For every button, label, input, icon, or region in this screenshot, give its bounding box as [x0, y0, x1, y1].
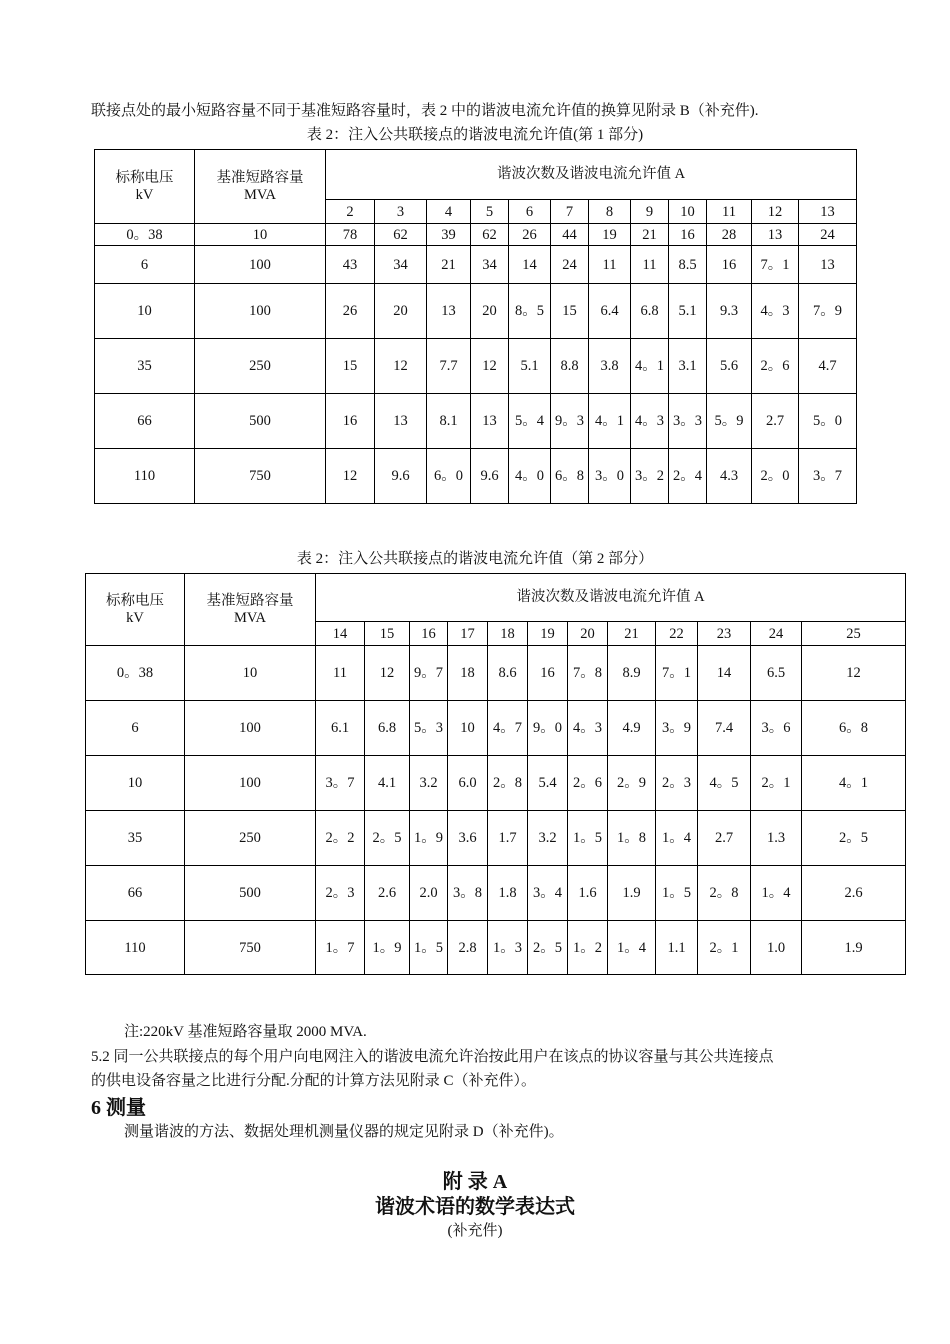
current-value-cell: 26 — [509, 224, 551, 246]
current-value-cell: 9。0 — [528, 701, 568, 756]
table-row — [95, 224, 857, 246]
current-value-cell: 5。3 — [410, 701, 448, 756]
capacity-cell: 100 — [185, 756, 316, 811]
current-value-cell: 4。1 — [802, 756, 906, 811]
current-value-cell: 8。5 — [509, 284, 551, 339]
current-value-cell: 9.3 — [707, 284, 752, 339]
current-value-cell: 26 — [326, 284, 375, 339]
current-value-cell: 3.1 — [669, 339, 707, 394]
current-value-cell: 2.7 — [752, 394, 799, 449]
harmonic-order-cell: 4 — [427, 200, 471, 224]
voltage-cell: 0。38 — [86, 646, 185, 701]
current-value-cell: 24 — [551, 246, 589, 284]
current-value-cell: 4。3 — [752, 284, 799, 339]
current-value-cell: 2。3 — [656, 756, 698, 811]
current-value-cell: 2。5 — [528, 921, 568, 975]
harmonic-table-part1 — [94, 149, 857, 504]
current-value-cell: 34 — [375, 246, 427, 284]
voltage-cell: 10 — [86, 756, 185, 811]
header-capacity: 基准短路容量 MVA — [195, 150, 326, 224]
harmonic-order-cell: 18 — [488, 622, 528, 646]
current-value-cell: 2.7 — [698, 811, 751, 866]
harmonic-order-cell: 8 — [589, 200, 631, 224]
current-value-cell: 5.1 — [669, 284, 707, 339]
current-value-cell: 20 — [375, 284, 427, 339]
current-value-cell: 2。0 — [752, 449, 799, 504]
current-value-cell: 2。4 — [669, 449, 707, 504]
current-value-cell: 4。3 — [568, 701, 608, 756]
current-value-cell: 3.6 — [448, 811, 488, 866]
current-value-cell: 2。2 — [316, 811, 365, 866]
current-value-cell: 9。3 — [551, 394, 589, 449]
current-value-cell: 3。2 — [631, 449, 669, 504]
capacity-cell: 750 — [185, 921, 316, 975]
current-value-cell: 3.8 — [589, 339, 631, 394]
capacity-cell: 750 — [195, 449, 326, 504]
current-value-cell: 1。9 — [410, 811, 448, 866]
harmonic-order-cell: 12 — [752, 200, 799, 224]
current-value-cell: 13 — [375, 394, 427, 449]
current-value-cell: 16 — [326, 394, 375, 449]
current-value-cell: 3。3 — [669, 394, 707, 449]
current-value-cell: 11 — [631, 246, 669, 284]
current-value-cell: 13 — [471, 394, 509, 449]
harmonic-order-cell: 24 — [751, 622, 802, 646]
current-value-cell: 5.1 — [509, 339, 551, 394]
table-row — [86, 701, 906, 756]
harmonic-order-cell: 15 — [365, 622, 410, 646]
current-value-cell: 4。5 — [698, 756, 751, 811]
current-value-cell: 15 — [551, 284, 589, 339]
current-value-cell: 9.6 — [471, 449, 509, 504]
current-value-cell: 6。8 — [551, 449, 589, 504]
voltage-cell: 10 — [95, 284, 195, 339]
table-row — [95, 339, 857, 394]
table-row — [86, 866, 906, 921]
current-value-cell: 1.0 — [751, 921, 802, 975]
harmonic-order-cell: 19 — [528, 622, 568, 646]
current-value-cell: 6.4 — [589, 284, 631, 339]
current-value-cell: 6.0 — [448, 756, 488, 811]
capacity-cell: 100 — [185, 701, 316, 756]
clause-5-2-line1: 5.2 同一公共联接点的每个用户向电网注入的谐波电流允许治按此用户在该点的协议容量与其公共连接点 — [91, 1049, 774, 1065]
current-value-cell: 3。4 — [528, 866, 568, 921]
current-value-cell: 20 — [471, 284, 509, 339]
current-value-cell: 7.7 — [427, 339, 471, 394]
current-value-cell: 1。7 — [316, 921, 365, 975]
voltage-cell: 110 — [95, 449, 195, 504]
current-value-cell: 13 — [752, 224, 799, 246]
current-value-cell: 4.1 — [365, 756, 410, 811]
intro-text: 联接点处的最小短路容量不同于基准短路容量时，表 2 中的谐波电流允许值的换算见附录 B（补充件). — [91, 103, 759, 119]
voltage-cell: 66 — [95, 394, 195, 449]
header-capacity: 基准短路容量 MVA — [185, 574, 316, 646]
current-value-cell: 1.9 — [608, 866, 656, 921]
header-harmonic-span: 谐波次数及谐波电流允许值 A — [316, 574, 906, 622]
current-value-cell: 14 — [698, 646, 751, 701]
table-row — [95, 394, 857, 449]
table-row — [95, 449, 857, 504]
capacity-cell: 500 — [185, 866, 316, 921]
current-value-cell: 3。8 — [448, 866, 488, 921]
current-value-cell: 9.6 — [375, 449, 427, 504]
voltage-cell: 6 — [86, 701, 185, 756]
current-value-cell: 1。5 — [410, 921, 448, 975]
harmonic-order-cell: 2 — [326, 200, 375, 224]
capacity-cell: 500 — [195, 394, 326, 449]
current-value-cell: 44 — [551, 224, 589, 246]
current-value-cell: 1。2 — [568, 921, 608, 975]
current-value-cell: 4.9 — [608, 701, 656, 756]
capacity-cell: 100 — [195, 284, 326, 339]
current-value-cell: 5。9 — [707, 394, 752, 449]
current-value-cell: 2.8 — [448, 921, 488, 975]
current-value-cell: 4.7 — [799, 339, 857, 394]
appendix-title: 附 录 A — [442, 1171, 508, 1193]
voltage-cell: 35 — [95, 339, 195, 394]
table-row — [86, 756, 906, 811]
current-value-cell: 8.9 — [608, 646, 656, 701]
current-value-cell: 1。5 — [656, 866, 698, 921]
current-value-cell: 16 — [707, 246, 752, 284]
current-value-cell: 12 — [326, 449, 375, 504]
current-value-cell: 1。4 — [656, 811, 698, 866]
current-value-cell: 19 — [589, 224, 631, 246]
current-value-cell: 6.5 — [751, 646, 802, 701]
current-value-cell: 3.2 — [528, 811, 568, 866]
current-value-cell: 6.8 — [631, 284, 669, 339]
current-value-cell: 5.6 — [707, 339, 752, 394]
current-value-cell: 2。1 — [751, 756, 802, 811]
current-value-cell: 2。1 — [698, 921, 751, 975]
current-value-cell: 9。7 — [410, 646, 448, 701]
current-value-cell: 3.2 — [410, 756, 448, 811]
current-value-cell: 2.6 — [802, 866, 906, 921]
voltage-cell: 0。38 — [95, 224, 195, 246]
current-value-cell: 18 — [448, 646, 488, 701]
harmonic-order-cell: 17 — [448, 622, 488, 646]
current-value-cell: 5。4 — [509, 394, 551, 449]
harmonic-order-cell: 13 — [799, 200, 857, 224]
table-row — [86, 646, 906, 701]
current-value-cell: 11 — [589, 246, 631, 284]
harmonic-order-cell: 21 — [608, 622, 656, 646]
current-value-cell: 43 — [326, 246, 375, 284]
capacity-cell: 250 — [185, 811, 316, 866]
current-value-cell: 2。6 — [568, 756, 608, 811]
current-value-cell: 12 — [365, 646, 410, 701]
table-row — [86, 811, 906, 866]
voltage-cell: 110 — [86, 921, 185, 975]
current-value-cell: 1.1 — [656, 921, 698, 975]
header-voltage: 标称电压 kV — [95, 150, 195, 224]
current-value-cell: 1。3 — [488, 921, 528, 975]
current-value-cell: 2。3 — [316, 866, 365, 921]
current-value-cell: 62 — [375, 224, 427, 246]
current-value-cell: 2。8 — [698, 866, 751, 921]
current-value-cell: 2。8 — [488, 756, 528, 811]
table1-caption: 表 2：注入公共联接点的谐波电流允许值(第 1 部分) — [306, 127, 644, 143]
harmonic-order-cell: 5 — [471, 200, 509, 224]
capacity-cell: 10 — [195, 224, 326, 246]
current-value-cell: 2。5 — [802, 811, 906, 866]
header-voltage: 标称电压 kV — [86, 574, 185, 646]
current-value-cell: 12 — [802, 646, 906, 701]
current-value-cell: 13 — [799, 246, 857, 284]
section-6-text: 测量谐波的方法、数据处理机测量仪器的规定见附录 D（补充件)。 — [124, 1124, 564, 1140]
capacity-cell: 250 — [195, 339, 326, 394]
table-row — [86, 921, 906, 975]
current-value-cell: 8.8 — [551, 339, 589, 394]
current-value-cell: 4。1 — [631, 339, 669, 394]
current-value-cell: 16 — [528, 646, 568, 701]
table-row — [95, 246, 857, 284]
current-value-cell: 8.1 — [427, 394, 471, 449]
current-value-cell: 21 — [631, 224, 669, 246]
harmonic-order-cell: 25 — [802, 622, 906, 646]
current-value-cell: 8.6 — [488, 646, 528, 701]
harmonic-order-cell: 6 — [509, 200, 551, 224]
current-value-cell: 2。9 — [608, 756, 656, 811]
capacity-cell: 10 — [185, 646, 316, 701]
section-6-heading: 6 测量 — [91, 1097, 146, 1119]
current-value-cell: 6.1 — [316, 701, 365, 756]
current-value-cell: 3。6 — [751, 701, 802, 756]
harmonic-order-cell: 16 — [410, 622, 448, 646]
current-value-cell: 2。6 — [752, 339, 799, 394]
voltage-cell: 35 — [86, 811, 185, 866]
current-value-cell: 78 — [326, 224, 375, 246]
current-value-cell: 1.8 — [488, 866, 528, 921]
voltage-cell: 6 — [95, 246, 195, 284]
current-value-cell: 4。0 — [509, 449, 551, 504]
current-value-cell: 24 — [799, 224, 857, 246]
table-note: 注:220kV 基准短路容量取 2000 MVA. — [124, 1024, 367, 1040]
current-value-cell: 6。8 — [802, 701, 906, 756]
current-value-cell: 15 — [326, 339, 375, 394]
current-value-cell: 1.3 — [751, 811, 802, 866]
harmonic-order-cell: 9 — [631, 200, 669, 224]
harmonic-order-cell: 3 — [375, 200, 427, 224]
current-value-cell: 7。1 — [752, 246, 799, 284]
current-value-cell: 28 — [707, 224, 752, 246]
current-value-cell: 2.0 — [410, 866, 448, 921]
current-value-cell: 3。9 — [656, 701, 698, 756]
current-value-cell: 11 — [316, 646, 365, 701]
current-value-cell: 8.5 — [669, 246, 707, 284]
current-value-cell: 7。8 — [568, 646, 608, 701]
current-value-cell: 1.6 — [568, 866, 608, 921]
capacity-cell: 100 — [195, 246, 326, 284]
current-value-cell: 1.7 — [488, 811, 528, 866]
header-harmonic-span: 谐波次数及谐波电流允许值 A — [326, 150, 857, 200]
current-value-cell: 4。7 — [488, 701, 528, 756]
current-value-cell: 21 — [427, 246, 471, 284]
current-value-cell: 4。1 — [589, 394, 631, 449]
harmonic-table-part2 — [85, 573, 906, 975]
table2-caption: 表 2：注入公共联接点的谐波电流允许值（第 2 部分） — [296, 551, 654, 567]
current-value-cell: 3。7 — [799, 449, 857, 504]
current-value-cell: 1。5 — [568, 811, 608, 866]
current-value-cell: 7。1 — [656, 646, 698, 701]
current-value-cell: 1。4 — [608, 921, 656, 975]
current-value-cell: 7。9 — [799, 284, 857, 339]
harmonic-order-cell: 11 — [707, 200, 752, 224]
current-value-cell: 1。9 — [365, 921, 410, 975]
clause-5-2-line2: 的供电设备容量之比进行分配.分配的计算方法见附录 C（补充件）。 — [91, 1073, 537, 1089]
current-value-cell: 4。3 — [631, 394, 669, 449]
harmonic-order-cell: 22 — [656, 622, 698, 646]
current-value-cell: 62 — [471, 224, 509, 246]
current-value-cell: 1。8 — [608, 811, 656, 866]
harmonic-order-cell: 20 — [568, 622, 608, 646]
appendix-subtitle: 谐波术语的数学表达式 — [375, 1196, 575, 1218]
current-value-cell: 6。0 — [427, 449, 471, 504]
current-value-cell: 10 — [448, 701, 488, 756]
current-value-cell: 3。0 — [589, 449, 631, 504]
current-value-cell: 13 — [427, 284, 471, 339]
harmonic-order-cell: 14 — [316, 622, 365, 646]
current-value-cell: 34 — [471, 246, 509, 284]
current-value-cell: 1。4 — [751, 866, 802, 921]
current-value-cell: 12 — [471, 339, 509, 394]
current-value-cell: 4.3 — [707, 449, 752, 504]
current-value-cell: 7.4 — [698, 701, 751, 756]
harmonic-order-cell: 7 — [551, 200, 589, 224]
current-value-cell: 6.8 — [365, 701, 410, 756]
harmonic-order-cell: 23 — [698, 622, 751, 646]
current-value-cell: 5。0 — [799, 394, 857, 449]
current-value-cell: 12 — [375, 339, 427, 394]
current-value-cell: 2.6 — [365, 866, 410, 921]
voltage-cell: 66 — [86, 866, 185, 921]
current-value-cell: 16 — [669, 224, 707, 246]
harmonic-order-cell: 10 — [669, 200, 707, 224]
table-row — [95, 284, 857, 339]
current-value-cell: 3。7 — [316, 756, 365, 811]
appendix-note: (补充件) — [447, 1223, 503, 1239]
current-value-cell: 2。5 — [365, 811, 410, 866]
current-value-cell: 39 — [427, 224, 471, 246]
current-value-cell: 5.4 — [528, 756, 568, 811]
current-value-cell: 1.9 — [802, 921, 906, 975]
current-value-cell: 14 — [509, 246, 551, 284]
